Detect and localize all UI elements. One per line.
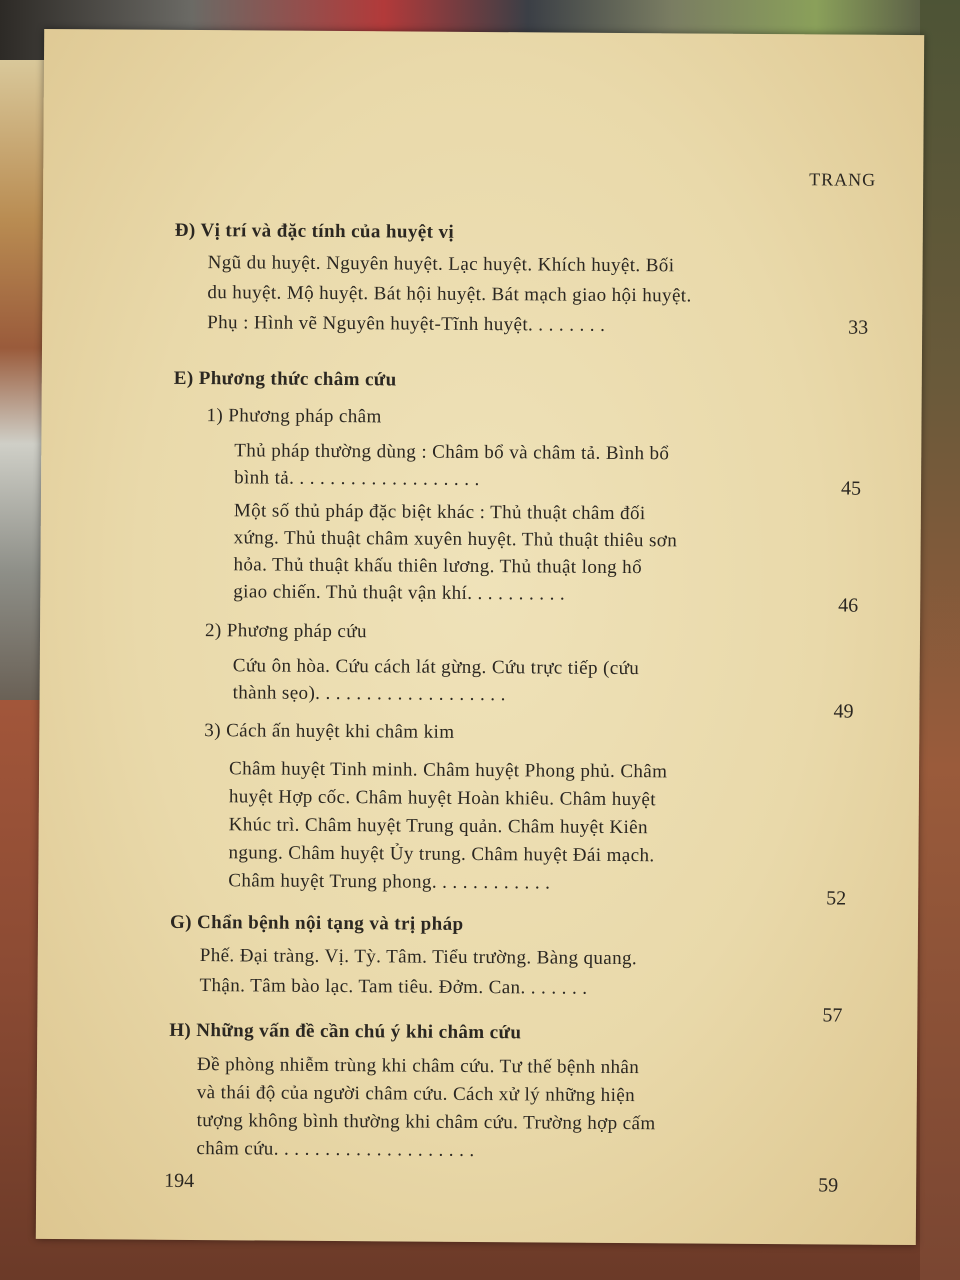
section-e-sub3-line1: Châm huyệt Tinh minh. Châm huyệt Phong phủ. Châm <box>229 758 668 783</box>
section-g-title: G) Chẩn bệnh nội tạng và trị pháp <box>169 911 464 935</box>
section-e-sub2-page: 49 <box>833 700 854 723</box>
section-e-sub1-item2-line4: giao chiến. Thủ thuật vận khí. . . . . . . . . . <box>233 581 566 605</box>
section-e-sub1-item2-line2: xứng. Thủ thuật châm xuyên huyệt. Thủ thuật thiêu sơn <box>233 527 678 552</box>
section-e-sub1-title: 1) Phương pháp châm <box>206 405 382 428</box>
section-d-page: 33 <box>848 316 869 339</box>
background-right-edge <box>920 0 960 1280</box>
section-e-sub1-item1-line1: Thủ pháp thường dùng : Châm bổ và châm tả. Bình bổ <box>234 440 670 465</box>
trang-header: TRANG <box>809 169 877 190</box>
footer-page-number: 194 <box>164 1169 195 1193</box>
section-g-line1: Phế. Đại tràng. Vị. Tỳ. Tâm. Tiểu trường. Bàng quang. <box>199 945 638 970</box>
section-h-line4: châm cứu. . . . . . . . . . . . . . . . . . . . <box>196 1138 475 1161</box>
section-e-sub3-line3: Khúc trì. Châm huyệt Trung quản. Châm huyệt Kiên <box>228 814 648 839</box>
section-d-line-2: du huyệt. Mộ huyệt. Bát hội huyệt. Bát mạch giao hội huyệt. <box>207 282 692 307</box>
book-page <box>36 29 924 1245</box>
background-left-books <box>0 60 45 700</box>
section-h-line3: tượng không bình thường khi châm cứu. Trường hợp cấm <box>196 1110 656 1135</box>
section-d-line-3: Phụ : Hình vẽ Nguyên huyệt-Tĩnh huyệt. . . . . . . . <box>207 312 606 336</box>
section-d-title: Đ) Vị trí và đặc tính của huyệt vị <box>174 219 455 243</box>
section-e-sub2-line2: thành sẹo). . . . . . . . . . . . . . . . . . . <box>232 682 506 706</box>
section-e-sub3-title: 3) Cách ấn huyệt khi châm kim <box>204 720 455 743</box>
section-e-sub1-item1-line2: bình tả. . . . . . . . . . . . . . . . . . . <box>234 467 480 490</box>
section-e-sub1-page1: 45 <box>840 477 862 500</box>
section-e-sub3-line2: huyệt Hợp cốc. Châm huyệt Hoàn khiêu. Châm huyệt <box>228 786 657 811</box>
section-d-line-1: Ngũ du huyệt. Nguyên huyệt. Lạc huyệt. Khích huyệt. Bối <box>207 252 675 277</box>
section-g-line2: Thận. Tâm bào lạc. Tam tiêu. Đởm. Can. . . . . . . <box>199 975 588 999</box>
section-e-sub2-line1: Cứu ôn hòa. Cứu cách lát gừng. Cứu trực tiếp (cứu <box>232 655 640 680</box>
section-g-page: 57 <box>822 1004 843 1027</box>
section-h-line2: và thái độ của người châm cứu. Cách xử lý những hiện <box>196 1082 636 1107</box>
section-e-sub1-item2-line1: Một số thủ pháp đặc biệt khác : Thủ thuật châm đối <box>233 500 646 525</box>
section-h-page: 59 <box>818 1174 839 1197</box>
section-e-sub1-page2: 46 <box>838 594 859 617</box>
section-e-sub3-page: 52 <box>826 887 847 910</box>
section-h-line1: Đề phòng nhiễm trùng khi châm cứu. Tư thế bệnh nhân <box>196 1054 640 1079</box>
section-e-sub1-item2-line3: hỏa. Thủ thuật khấu thiên lương. Thủ thuật long hổ <box>233 554 643 579</box>
section-e-sub3-line4: ngung. Châm huyệt Ủy trung. Châm huyệt Đái mạch. <box>228 842 655 867</box>
section-e-title: E) Phương thức châm cứu <box>173 367 397 391</box>
section-e-sub2-title: 2) Phương pháp cứu <box>204 620 367 643</box>
section-e-sub3-line5: Châm huyệt Trung phong. . . . . . . . . . . . <box>228 870 551 894</box>
section-h-title: H) Những vấn đề cần chú ý khi châm cứu <box>169 1019 522 1044</box>
